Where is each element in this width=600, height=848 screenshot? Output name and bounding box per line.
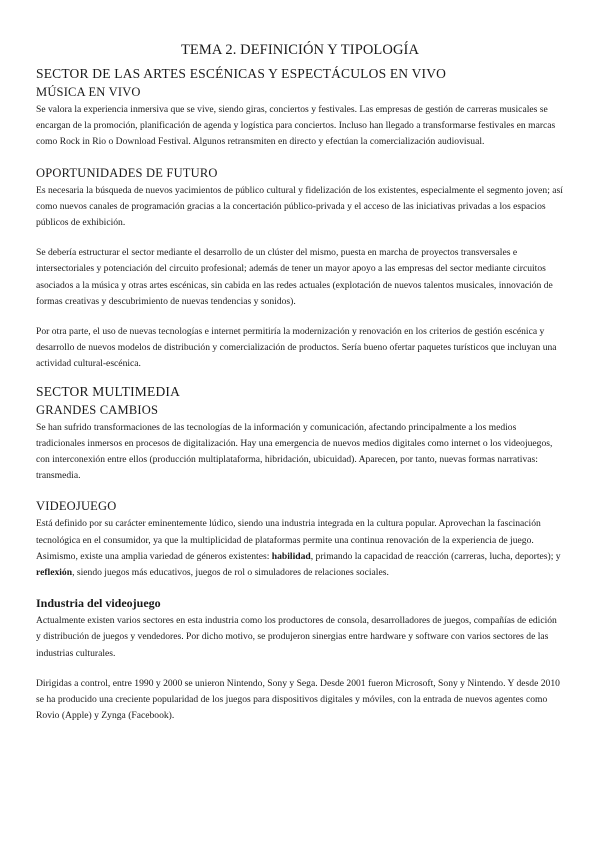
paragraph-cambios: Se han sufrido transformaciones de las tecnologías de la información y comunicación, afectando principalmente a los medios tradicionales inmersos en procesos de digitalización. Hay una emergencia de nuevos medios digitales como internet o los videojuegos, con interconexión entre ellos (producción multiplataforma, hibridación, ubicuidad). Aparecen, por tanto, nuevas formas narrativas: transmedia. (36, 421, 553, 482)
videojuego-text-b: , primando la capacidad de reacción (carreras, lucha, deportes); y (310, 550, 561, 562)
section-heading-artes: SECTOR DE LAS ARTES ESCÉNICAS Y ESPECTÁCULOS EN VIVO (36, 66, 447, 81)
subheading-musica: MÚSICA EN VIVO (36, 85, 141, 99)
paragraph-industria-2: Dirigidas a control, entre 1990 y 2000 se unieron Nintendo, Sony y Sega. Desde 2001 fueron Microsoft, Sony y Nintendo. Y desde 2010 se ha producido una creciente popularidad de los juegos para dispositivos digitales y móviles, con la entrada de nuevos agentes como Rovio (Apple) y Zynga (Facebook). (36, 677, 560, 722)
videojuego-text-a: Está definido por su carácter eminentemente lúdico, siendo una industria integrada en la cultura popular. Aprovechan la fascinación tecnológica en el consumidor, ya que la multiplicidad de plataformas permite una continua renovación de la experiencia de juego. Asimismo, existe una amplia variedad de géneros existentes: (36, 518, 541, 562)
paragraph-oportunidades-2: Se debería estructurar el sector mediante el desarrollo de un clúster del mismo, puesta en marcha de proyectos transversales e intersectoriales y potenciación del circuito profesional; además de tener un mayor apoyo a las empresas del sector mediante circuitos asociados a la música y otras artes escénicas, sin cabida en las redes actuales (explotación de nuevos talentos musicales, innovación de formas creativas y descubrimiento de nuevas tendencias y sonidos). (36, 247, 553, 307)
term-habilidad: habilidad (271, 550, 311, 562)
videojuego-text-c: , siendo juegos más educativos, juegos de rol o simuladores de relaciones sociales. (72, 567, 389, 579)
subheading-oportunidades: OPORTUNIDADES DE FUTURO (36, 165, 218, 180)
subheading-industria: Industria del videojuego (36, 596, 161, 611)
subheading-videojuego: VIDEOJUEGO (36, 499, 117, 514)
paragraph-industria-1: Actualmente existen varios sectores en esta industria como los productores de consola, desarrolladores de juegos, compañías de edición y distribución de juegos y vendedores. Por dicho motivo, se produjeron sinergias entre hardware y software con varios sectores de las industrias culturales. (36, 615, 557, 659)
paragraph-musica: Se valora la experiencia inmersiva que se vive, siendo giras, conciertos y festivales. Las empresas de gestión de carreras musicales se encargan de la promoción, planificación de agenda y logística para conciertos. Incluso han llegado a transformarse festivales en marcas como Rock in Rio o Download Festival. Algunos retransmiten en directo y efectúan la comercialización audiovisual. (36, 104, 556, 148)
section-heading-multimedia: SECTOR MULTIMEDIA (36, 383, 181, 399)
paragraph-videojuego (36, 516, 564, 581)
paragraph-oportunidades-1: Es necesaria la búsqueda de nuevos yacimientos de público cultural y fidelización de los existentes, especialmente el segmento joven; así como nuevos canales de programación gracias a la concertación público-privada y el acceso de las iniciativas privadas a los espacios públicos de exhibición. (36, 184, 563, 229)
subheading-cambios: GRANDES CAMBIOS (36, 402, 159, 417)
paragraph-oportunidades-3: Por otra parte, el uso de nuevas tecnologías e internet permitiría la modernización y renovación en los criterios de gestión escénica y desarrollo de nuevos modelos de distribución y comercialización de productos. Sería bueno ofertar paquetes turísticos que incluyan una actividad cultural-escénica. (36, 326, 557, 370)
document-page (36, 42, 564, 724)
document-title: TEMA 2. DEFINICIÓN Y TIPOLOGÍA (180, 42, 420, 58)
term-reflexion: reflexión (36, 567, 73, 579)
